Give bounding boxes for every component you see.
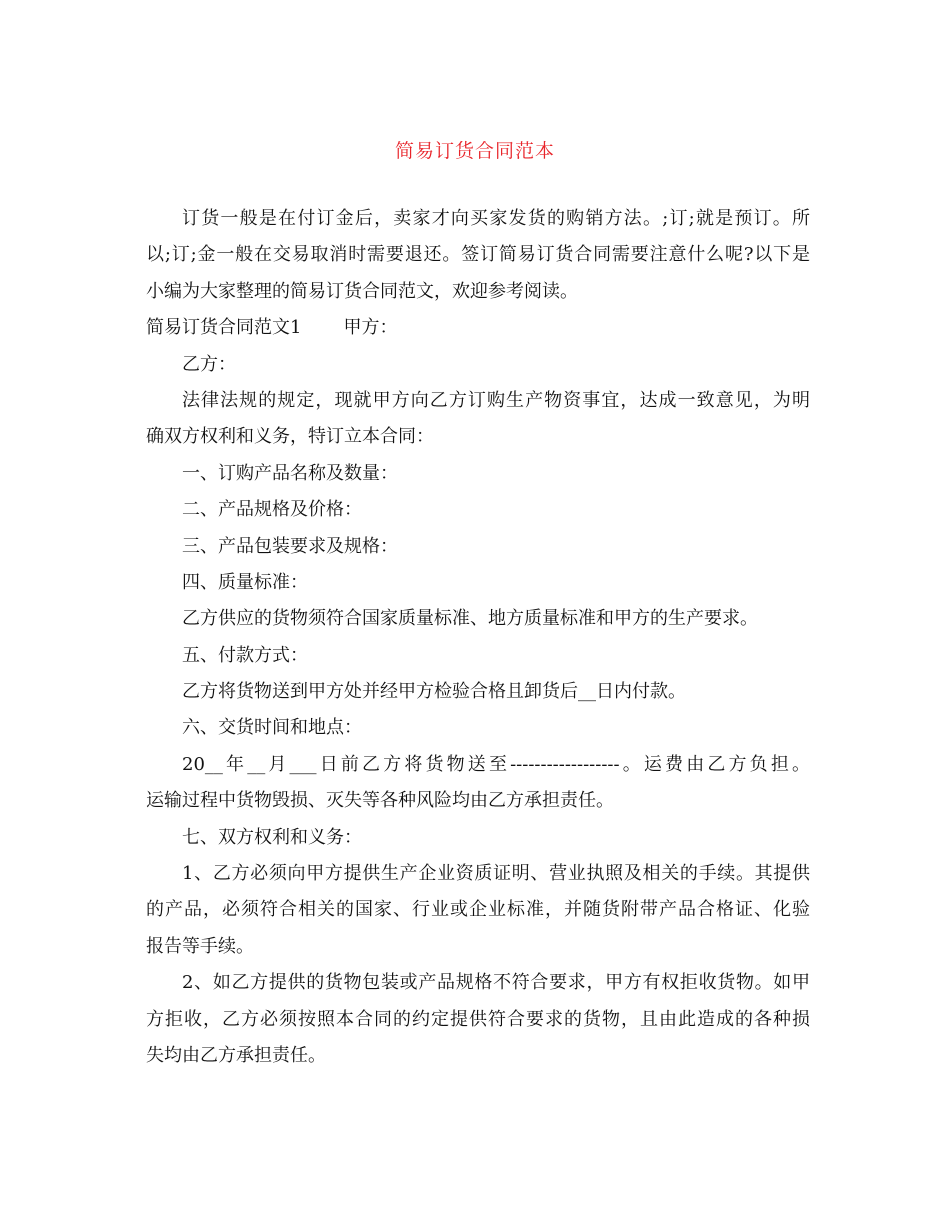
document-title: 简易订货合同范本	[394, 140, 555, 162]
clause-5-heading: 五、付款方式：	[182, 645, 308, 666]
clause-6-text-line-2: 运输过程中货物毁损、灭失等各种风险均由乙方承担责任。	[146, 790, 614, 811]
preamble-line-1: 法律法规的规定，现就甲方向乙方订购生产物资事宜，达成一致意见，为明	[182, 390, 810, 411]
clause-7-2-line-2: 方拒收，乙方必须按照本合同的约定提供符合要求的货物，且由此造成的各种损	[146, 1009, 810, 1030]
sample-heading: 简易订货合同范文1	[146, 317, 302, 338]
clause-7-1-line-1: 1、乙方必须向甲方提供生产企业资质证明、营业执照及相关的手续。其提供	[182, 863, 810, 884]
clause-3-heading: 三、产品包装要求及规格：	[182, 536, 398, 557]
clause-1-heading: 一、订购产品名称及数量：	[182, 463, 398, 484]
clause-7-heading: 七、双方权利和义务：	[182, 827, 362, 848]
clause-6-heading: 六、交货时间和地点：	[182, 717, 362, 738]
intro-line-3: 小编为大家整理的简易订货合同范文，欢迎参考阅读。	[146, 281, 578, 302]
clause-6-text-line-1: 20__年__月___日前乙方将货物送至------------------。运费由乙方负担。	[182, 754, 810, 775]
clause-7-2-line-3: 失均由乙方承担责任。	[146, 1045, 326, 1066]
party-b-label: 乙方：	[182, 354, 236, 375]
clause-5-text: 乙方将货物送到甲方处并经甲方检验合格且卸货后__日内付款。	[182, 681, 686, 702]
clause-7-2-line-1: 2、如乙方提供的货物包装或产品规格不符合要求，甲方有权拒收货物。如甲	[182, 972, 810, 993]
clause-4-text: 乙方供应的货物须符合国家质量标准、地方质量标准和甲方的生产要求。	[182, 608, 758, 629]
clause-4-heading: 四、质量标准：	[182, 572, 308, 593]
intro-line-1: 订货一般是在付订金后，卖家才向买家发货的购销方法。;订;就是预订。所	[182, 208, 810, 229]
clause-7-1-line-3: 报告等手续。	[146, 936, 254, 957]
sample-heading-line	[146, 316, 810, 340]
clause-2-heading: 二、产品规格及价格：	[182, 499, 362, 520]
party-a-label: 甲方：	[343, 317, 398, 338]
preamble-line-2: 确双方权利和义务，特订立本合同：	[146, 426, 434, 447]
clause-7-1-line-2: 的产品，必须符合相关的国家、行业或企业标准，并随货附带产品合格证、化验	[146, 899, 810, 920]
intro-line-2: 以;订;金一般在交易取消时需要退还。签订简易订货合同需要注意什么呢?以下是	[146, 244, 810, 265]
